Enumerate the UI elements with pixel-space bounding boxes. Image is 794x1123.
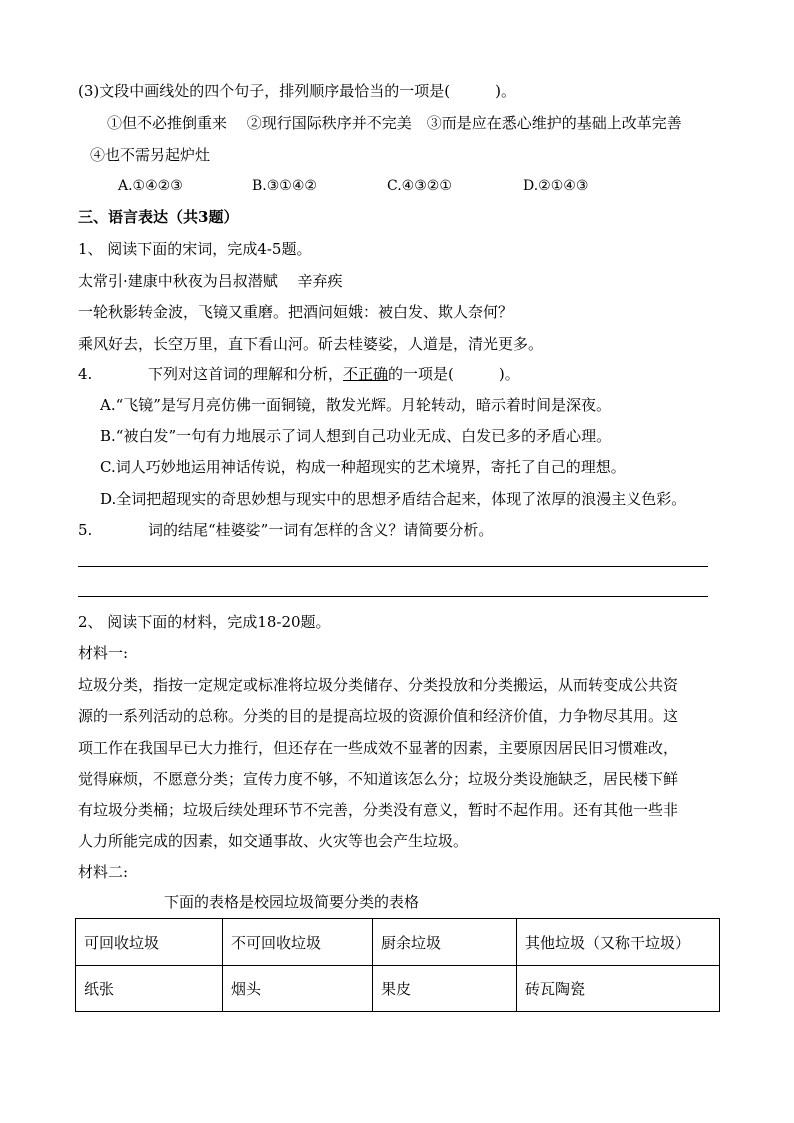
- material-1-line: 垃圾分类，指按一定规定或标准将垃圾分类储存、分类投放和分类搬运，从而转变成公共资: [78, 676, 679, 694]
- poem-line-1: 一轮秋影转金波，飞镜又重磨。把酒问姮娥：被白发、欺人奈何？: [78, 303, 514, 321]
- question-3-option-b: B.③①④②: [252, 178, 317, 194]
- question-3-sentences-line1: ①但不必推倒重来 ②现行国际秩序并不完美 ③而是应在悉心维护的基础上改革完善: [107, 114, 682, 132]
- question-4-option-d: D.全词把超现实的奇思妙想与现实中的思想矛盾结合起来，体现了浓厚的浪漫主义色彩。: [100, 490, 687, 508]
- material-1-line: 觉得麻烦，不愿意分类；宣传力度不够，不知道该怎么分；垃圾分类设施缺乏，居民楼下鲜: [78, 770, 679, 788]
- question-4-stem-pre: 下列对这首词的理解和分析，: [148, 365, 344, 383]
- material-1-line: 有垃圾分类桶；垃圾后续处理环节不完善，分类没有意义，暂时不起作用。还有其他一些非: [78, 801, 679, 819]
- table-header-row: [76, 919, 720, 966]
- garbage-classification-table: [75, 918, 720, 1012]
- table-header-cell: 可回收垃圾: [76, 919, 223, 966]
- question-4-stem-post: 的一项是( )。: [388, 365, 520, 383]
- answer-line-2[interactable]: [78, 596, 708, 597]
- table-header-cell: 不可回收垃圾: [223, 919, 373, 966]
- table-header-cell: 厨余垃圾: [373, 919, 517, 966]
- question-3-option-d: D.②①④③: [523, 178, 589, 194]
- table-header-cell: 其他垃圾（又称干垃圾）: [517, 919, 720, 966]
- question-4-stem-emphasis: 不正确: [343, 365, 389, 383]
- table-caption: 下面的表格是校园垃圾简要分类的表格: [164, 893, 420, 911]
- table-cell: 砖瓦陶瓷: [517, 966, 720, 1012]
- poem-title: 太常引·建康中秋夜为吕叔潜赋 辛弃疾: [78, 272, 343, 290]
- table-row: [76, 966, 720, 1012]
- poem-line-2: 乘风好去，长空万里，直下看山河。斫去桂婆娑，人道是，清光更多。: [78, 335, 544, 353]
- question-3-option-a: A.①④②③: [118, 178, 183, 194]
- table-cell: 果皮: [373, 966, 517, 1012]
- question-5-number: 5.: [78, 521, 93, 539]
- question-4-stem: [148, 364, 520, 384]
- table-cell: 纸张: [76, 966, 223, 1012]
- question-4-option-b: B.“被白发”一句有力地展示了词人想到自己功业无成、白发已多的矛盾心理。: [100, 427, 612, 445]
- question-3-stem: (3)文段中画线处的四个句子，排列顺序最恰当的一项是( )。: [78, 82, 516, 100]
- material-1-label: 材料一:: [78, 644, 129, 662]
- material-1-line: 人力所能完成的因素，如交通事故、火灾等也会产生垃圾。: [78, 832, 469, 850]
- answer-line-1[interactable]: [78, 566, 708, 567]
- item-1-intro: 1、 阅读下面的宋词，完成4-5题。: [78, 240, 312, 258]
- question-4-number: 4.: [78, 365, 93, 383]
- material-2-label: 材料二:: [78, 863, 129, 881]
- material-1-line: 源的一系列活动的总称。分类的目的是提高垃圾的资源价值和经济价值，力争物尽其用。这: [78, 707, 679, 725]
- question-3-sentences-line2: ④也不需另起炉灶: [90, 146, 211, 164]
- question-3-option-c: C.④③②①: [387, 178, 452, 194]
- item-2-intro: 2、 阅读下面的材料，完成18-20题。: [78, 613, 331, 631]
- question-4-option-a: A.“飞镜”是写月亮仿佛一面铜镜，散发光辉。月轮转动，暗示着时间是深夜。: [100, 396, 611, 414]
- section-heading: 三、语言表达（共3题）: [78, 208, 239, 226]
- question-4-option-c: C.词人巧妙地运用神话传说，构成一种超现实的艺术境界，寄托了自己的理想。: [100, 458, 626, 476]
- material-1-line: 项工作在我国早已大力推行，但还存在一些成效不显著的因素，主要原因居民旧习惯难改，: [78, 739, 679, 757]
- question-5-stem: 词的结尾“桂婆娑”一词有怎样的含义？请简要分析。: [148, 521, 494, 539]
- table-cell: 烟头: [223, 966, 373, 1012]
